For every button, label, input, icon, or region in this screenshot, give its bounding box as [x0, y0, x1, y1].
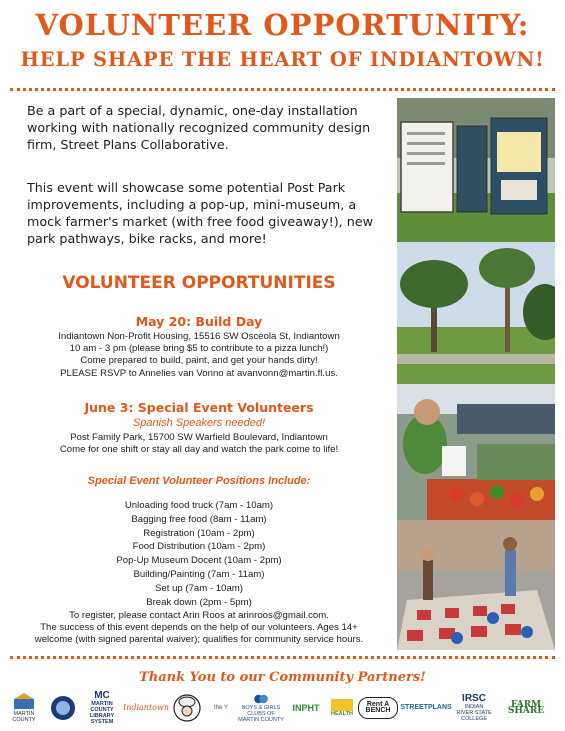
photo-display-boards — [397, 98, 555, 242]
library-logo: MC MARTIN COUNTY LIBRARY SYSTEM — [89, 690, 115, 725]
photo-park-trees — [397, 242, 555, 384]
page-title: VOLUNTEER OPPORTUNITY: — [35, 8, 530, 42]
farm-share-logo: FARM SHARE — [507, 700, 545, 716]
positions-title: Special Event Volunteer Positions Include: — [87, 475, 311, 487]
health-logo: HEALTH — [328, 693, 356, 723]
position-item: Registration (10am - 2pm) — [143, 527, 255, 539]
dotted-divider — [10, 656, 555, 659]
photo-farmers-market — [397, 384, 555, 520]
position-item: Unloading food truck (7am - 10am) — [124, 500, 274, 511]
build-day-title: May 20: Build Day — [135, 314, 263, 329]
closing-line: To register, please contact Arin Roos at arinroos@gmail.com. — [69, 610, 329, 621]
build-day-line: Come prepared to build, paint, and get your hands dirty! — [80, 355, 318, 367]
spanish-speakers-note: Spanish Speakers needed! — [132, 417, 266, 429]
event-day-line: Post Family Park, 15700 SW Warfield Boulevard, Indiantown — [70, 432, 328, 443]
position-item: Bagging free food (8am - 11am) — [131, 513, 267, 525]
boys-girls-club-logo: BOYS & GIRLS CLUBS OF MARTIN COUNTY — [238, 693, 284, 723]
position-item: Pop-Up Museum Docent (10am - 2pm) — [116, 555, 282, 567]
positions-list — [0, 499, 398, 609]
rent-a-bench-logo: Rent A BENCH — [358, 693, 398, 723]
build-day-line: PLEASE RSVP to Annelies van Vonno at avanvonn@martin.fl.us. — [60, 367, 338, 379]
page-subtitle: HELP SHAPE THE HEART OF INDIANTOWN! — [20, 48, 545, 71]
event-day-line: Come for one shift or stay all day and watch the park come to life! — [59, 444, 339, 456]
streetplans-logo: STREETPLANS — [400, 704, 452, 711]
ymca-logo: the Y — [214, 705, 228, 711]
chef-logo — [170, 693, 204, 723]
photo-giant-checkers — [397, 520, 555, 650]
intro-paragraph-2: This event will showcase some potential Post Park improvements, including a pop-up, mini-museum, a mock farmer's market (with free food giveaway!), new park pathways, bike racks, and more! — [27, 180, 373, 246]
event-day-details — [0, 432, 398, 456]
closing-line: welcome (with signed parental waiver); qualifies for community service hours. — [34, 634, 364, 646]
martin-county-logo: MARTIN COUNTY — [4, 693, 44, 723]
build-day-line: 10 am - 3 pm (please bring $5 to contribute to a pizza lunch!) — [69, 343, 329, 355]
build-day-line: Indiantown Non-Profit Housing, 15516 SW Osceola St, Indiantown — [58, 331, 340, 342]
intro-paragraph-1: Be a part of a special, dynamic, one-day installation working with nationally recognized community design firm, Street Plans Collaborative. — [27, 103, 371, 152]
position-item: Food Distribution (10am - 2pm) — [132, 541, 266, 553]
build-day-details — [0, 331, 398, 380]
position-item: Set up (7am - 10am) — [155, 582, 243, 594]
dotted-divider — [10, 88, 555, 91]
event-day-title: June 3: Special Event Volunteers — [84, 400, 314, 415]
closing-line: The success of this event depends on the help of our volunteers. Ages 14+ — [40, 622, 358, 634]
position-item: Break down (2pm - 5pm) — [146, 596, 252, 608]
registration-info — [0, 610, 398, 647]
inpht-logo: INPHT — [292, 703, 320, 713]
opportunities-heading: VOLUNTEER OPPORTUNITIES — [62, 273, 336, 293]
seal-logo — [48, 693, 78, 723]
position-item: Building/Painting (7am - 11am) — [133, 568, 265, 580]
indiantown-logo: Indiantown — [123, 703, 169, 712]
partners-heading: Thank You to our Community Partners! — [139, 670, 426, 685]
irsc-logo: IRSC INDIAN RIVER STATE COLLEGE — [456, 693, 492, 722]
